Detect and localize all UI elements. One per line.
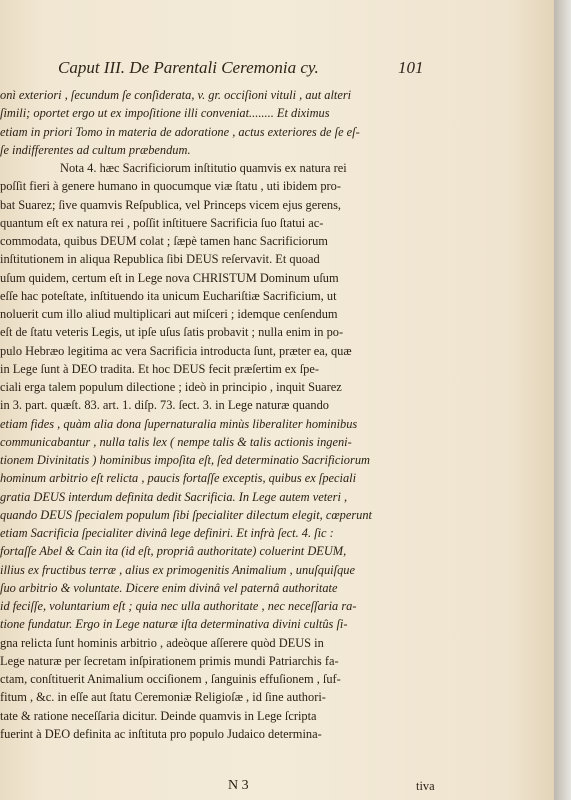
text-line: fortaſſe Abel & Cain ita (id eſt, propriâ authoritate) coluerint DEUM, [0,544,347,559]
text-line: quando DEUS ſpecialem populum ſibi ſpecialiter dilectum elegit, cœperunt [0,507,372,522]
text-line: noluerit cum illo aliud multiplicari aut miſceri ; idemque cenſendum [0,307,338,321]
text-line: ctam, conſtituerit Animalium occiſionem , ſanguinis effuſionem , ſuf- [0,672,341,686]
text-line: in Lege ſunt à DEO tradita. Et hoc DEUS fecit præſertim ex ſpe- [0,361,319,376]
text-line: fuerint à DEO definita ac inſtituta pro populo Judaico determina- [0,726,322,741]
text-line: hominum arbitrio eſt relicta , paucis fortaſſe exceptis, quibus ex ſpeciali [0,471,357,486]
text-line: eſt de ſtatu veteris Legis, ut ipſe uſus ſatis probavit ; nulla enim in po- [0,325,344,340]
text-line: eſſe hac poteſtate, inſtituendo ita unicum Euchariſtiæ Sacrificium, ut [0,288,337,303]
running-head: Caput III. De Parentali Ceremonia cy. [58,58,319,77]
text-line: tionem Divinitatis ) hominibus impoſita eſt, ſed determinatio Sacrificiorum [0,453,370,467]
text-line: Lege naturæ per ſecretam inſpirationem primis mundi Patriarchis fa- [0,653,339,668]
page-number: 101 [398,58,424,77]
text-line: illius ex fructibus terræ , alius ex primogenitis Animalium , unuſquiſque [0,562,355,577]
text-line: bat Suarez; ſive quamvis Reſpublica, vel Princeps vicem ejus gerens, [0,197,341,212]
text-line: ciali erga talem populum dilectione ; ideò in principio , inquit Suarez [0,380,342,394]
text-line: Nota 4. hæc Sacrificiorum inſtitutio quamvis ex natura rei [60,161,347,175]
text-line: communicabantur , nulla talis lex ( nempe talis & talis actionis ingeni- [0,434,352,449]
text-line: etiam in priori Tomo in materia de adoratione , actus exteriores de ſe eſ- [0,124,360,139]
text-line: pulo Hebræo legitima ac vera Sacrificia introducta ſunt, præter ea, quæ [0,343,352,358]
body-text [0,86,540,743]
text-line: ſuo arbitrio & voluntate. Dicere enim divinâ vel paternâ authoritate [0,580,338,595]
text-line: fitum , &c. in eſſe aut ſtatu Ceremoniæ Religioſæ , id ſine authori- [0,690,326,705]
text-line: etiam Sacrificia ſpecialiter divinâ lege definiri. Et infrà ſect. 4. ſic : [0,526,334,540]
text-line: onì exteriori , ſecundum ſe conſiderata, v. gr. occiſioni vituli , aut alteri [0,88,352,102]
text-line: in 3. part. quæſt. 83. art. 1. diſp. 73. ſect. 3. in Lege naturæ quando [0,398,329,413]
text-line: gratia DEUS interdum definita dedit Sacrificia. In Lege autem veteri , [0,489,348,504]
text-line: id feciſſe, voluntarium eſt ; quia nec ulla authoritate , nec neceſſaria ra- [0,599,357,613]
signature-mark: N 3 [228,778,249,793]
text-line: tate & ratione neceſſaria dicitur. Deinde quamvis in Lege ſcripta [0,708,317,723]
text-line: tione fundatur. Ergo in Lege naturæ iſta determinativa divini cultûs ſi- [0,617,348,632]
page-edge [554,0,571,800]
text-line: poſſit fieri à genere humano in quocumque viæ ſtatu , uti ibidem pro- [0,179,342,194]
catchword: tiva [416,779,435,793]
text-line: quantum eſt ex natura rei , poſſit inſtituere Sacrificia ſuo ſtatui ac- [0,215,324,230]
text-line: gna relicta ſunt hominis arbitrio , adeòque aſſerere quòd DEUS in [0,635,324,650]
text-line: ſe indifferentes ad cultum præbendum. [0,142,191,157]
text-line: inſtitutionem in aliqua Republica ſibi DEUS reſervavit. Et quoad [0,252,320,267]
text-line: ſimili; oportet ergo ut ex impoſitione illi conveniat........ Et diximus [0,106,330,121]
text-line: uſum quidem, certum eſt in Lege nova CHRISTUM Dominum uſum [0,270,339,285]
text-line: etiam fides , quàm alia dona ſupernaturalia minùs liberaliter hominibus [0,416,358,431]
text-line: commodata, quibus DEUM colat ; ſæpè tamen hanc Sacrificiorum [0,234,328,248]
